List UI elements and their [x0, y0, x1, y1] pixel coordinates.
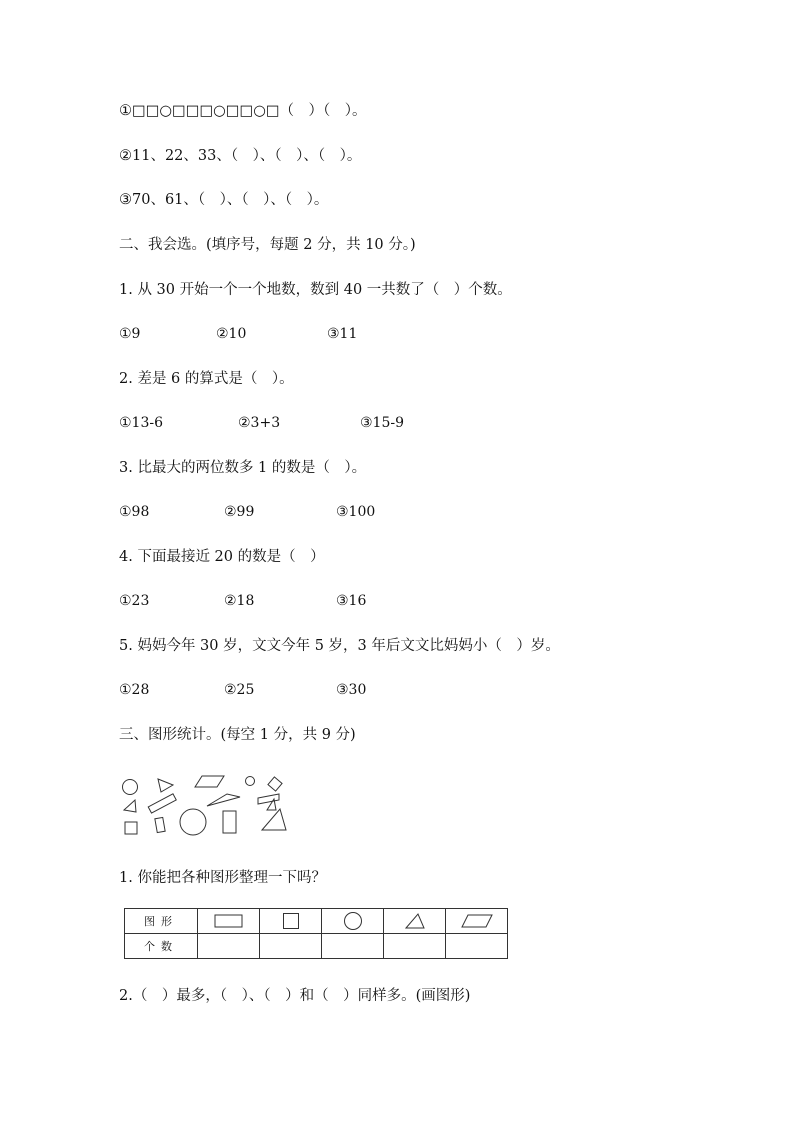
parallelogram-shape — [195, 776, 224, 787]
circle-shape — [123, 780, 138, 795]
option: ②3+3 — [238, 415, 281, 431]
table-row — [125, 909, 508, 934]
question-2: 2. 差是 6 的算式是（ ）。 — [119, 371, 294, 387]
square-shape — [268, 777, 282, 791]
circle-shape — [180, 809, 206, 835]
table-header-count: 个数 — [125, 934, 198, 959]
option: ①28 — [119, 682, 150, 698]
triangle-shape — [262, 809, 286, 830]
square-shape — [125, 822, 137, 834]
option: ①98 — [119, 504, 150, 520]
option: ③30 — [336, 682, 367, 698]
count-cell[interactable] — [384, 934, 446, 959]
parallelogram-shape — [258, 794, 279, 804]
shapes-illustration — [115, 772, 300, 840]
section-3-heading: 三、图形统计。(每空 1 分，共 9 分) — [119, 727, 356, 743]
count-cell[interactable] — [260, 934, 322, 959]
triangle-shape — [207, 794, 240, 806]
option: ③11 — [327, 326, 358, 342]
question-1: 1. 从 30 开始一个一个地数，数到 40 一共数了（ ）个数。 — [119, 282, 512, 298]
option: ③15-9 — [360, 415, 405, 431]
option: ①9 — [119, 326, 141, 342]
circle-icon — [322, 909, 384, 934]
option: ①23 — [119, 593, 150, 609]
section-2-heading: 二、我会选。(填序号，每题 2 分，共 10 分。) — [119, 237, 416, 253]
count-cell[interactable] — [322, 934, 384, 959]
fill-item-1: ①□□○□□□○□□○□（ ）（ ）。 — [119, 103, 367, 119]
square-icon — [260, 909, 322, 934]
parallelogram-icon — [446, 909, 508, 934]
section-3-question-2: 2.（ ）最多，（ ）、（ ）和（ ）同样多。(画图形) — [119, 988, 471, 1004]
table-header-shapes: 图形 — [125, 909, 198, 934]
triangle-icon — [384, 909, 446, 934]
triangle-shape — [158, 779, 173, 792]
fill-item-2: ②11、22、33、（ ）、（ ）、（ ）。 — [119, 148, 362, 164]
triangle-shape — [267, 799, 276, 810]
circle-shape — [246, 777, 255, 786]
option: ①13-6 — [119, 415, 164, 431]
count-cell[interactable] — [446, 934, 508, 959]
fill-item-3: ③70、61、（ ）、（ ）、（ ）。 — [119, 192, 329, 208]
count-cell[interactable] — [198, 934, 260, 959]
section-3-question-1: 1. 你能把各种图形整理一下吗？ — [119, 870, 326, 886]
option: ②25 — [224, 682, 255, 698]
option: ②99 — [224, 504, 255, 520]
question-5: 5. 妈妈今年 30 岁，文文今年 5 岁，3 年后文文比妈妈小（ ）岁。 — [119, 638, 560, 654]
table-row — [125, 934, 508, 959]
option: ②18 — [224, 593, 255, 609]
question-4: 4. 下面最接近 20 的数是（ ） — [119, 549, 325, 565]
rectangle-icon — [198, 909, 260, 934]
rectangle-shape — [155, 817, 165, 832]
option: ③100 — [336, 504, 376, 520]
rectangle-shape — [148, 794, 176, 813]
triangle-shape — [124, 800, 136, 812]
option: ②10 — [216, 326, 247, 342]
shape-count-table — [124, 908, 508, 959]
question-3: 3. 比最大的两位数多 1 的数是（ ）。 — [119, 460, 367, 476]
option: ③16 — [336, 593, 367, 609]
rectangle-shape — [223, 811, 236, 833]
